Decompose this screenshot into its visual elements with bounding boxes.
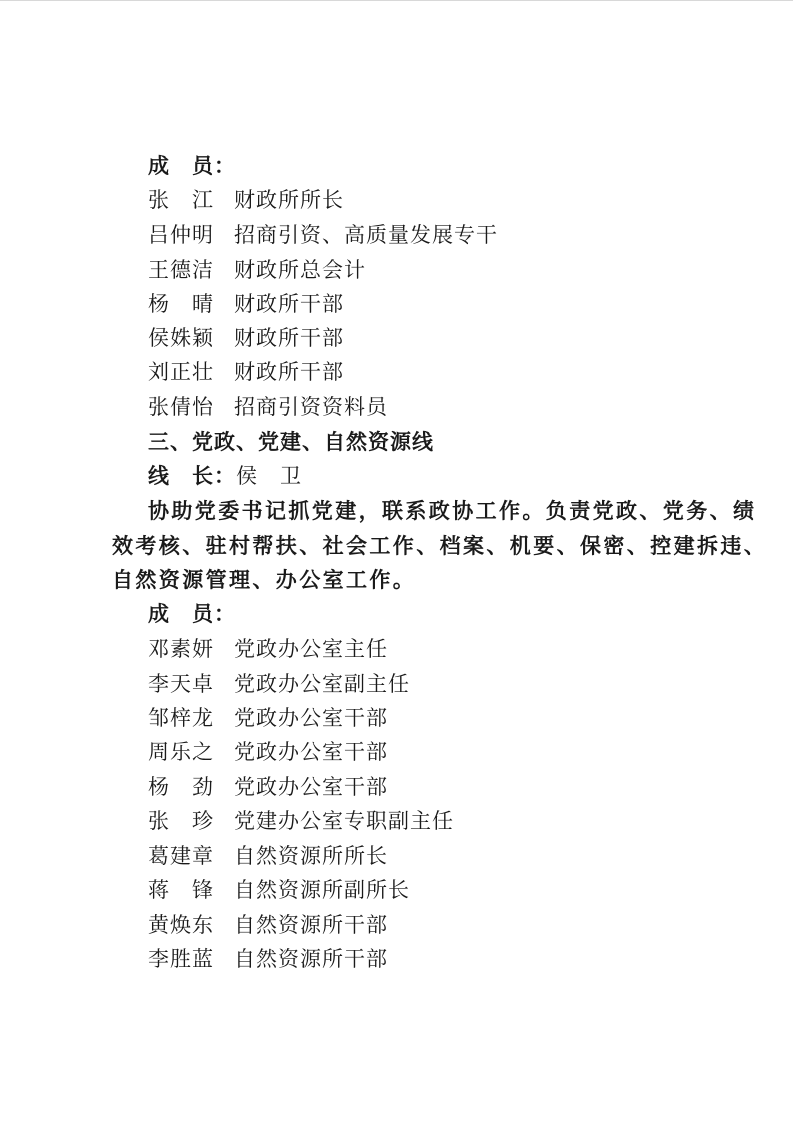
member-row [148,186,344,214]
member-row [148,807,454,835]
member-row [148,773,388,801]
member-role: 党建办公室专职副主任 [234,809,454,833]
member-row [148,842,388,870]
member-row [148,635,388,663]
member-row [148,911,388,939]
member-row [148,945,388,973]
members-label: 成 员： [148,153,236,178]
page-top-edge [0,0,793,4]
member-name: 王德洁 [148,258,214,282]
member-role: 党政办公室干部 [234,706,388,730]
member-role: 招商引资资料员 [234,395,388,419]
member-role: 自然资源所干部 [234,913,388,937]
member-row [148,738,388,766]
member-row [148,324,344,352]
duties-paragraph-line: 效考核、驻村帮扶、社会工作、档案、机要、保密、控建拆违、 [112,533,768,558]
member-name: 张 珍 [148,809,214,833]
member-role: 自然资源所所长 [234,844,388,868]
member-role: 财政所干部 [234,360,344,384]
member-role: 财政所干部 [234,326,344,350]
leader-label: 线 长： [148,463,236,488]
member-row [148,876,410,904]
member-name: 侯姝颖 [148,326,214,350]
member-name: 刘正壮 [148,360,214,384]
member-name: 杨 劲 [148,775,214,799]
member-name: 张倩怡 [148,395,214,419]
member-role: 财政所总会计 [234,258,366,282]
member-name: 邓素妍 [148,637,214,661]
member-role: 党政办公室干部 [234,740,388,764]
member-row [148,256,366,284]
member-row [148,704,388,732]
member-role: 党政办公室主任 [234,637,388,661]
member-name: 邹梓龙 [148,706,214,730]
member-name: 杨 晴 [148,292,214,316]
member-role: 党政办公室干部 [234,775,388,799]
leader-row [148,462,302,490]
member-name: 周乐之 [148,740,214,764]
member-name: 黄焕东 [148,913,214,937]
leader-name: 侯 卫 [236,464,302,488]
member-name: 李胜蓝 [148,947,214,971]
member-row [148,358,344,386]
member-role: 财政所干部 [234,292,344,316]
section-title: 三、党政、党建、自然资源线 [148,429,434,454]
member-name: 张 江 [148,188,214,212]
member-name: 蒋 锋 [148,878,214,902]
members-label: 成 员： [148,601,236,626]
member-row [148,290,344,318]
member-row [148,221,498,249]
duties-paragraph-line: 自然资源管理、办公室工作。 [112,567,417,592]
member-role: 党政办公室副主任 [234,672,410,696]
member-row [148,393,388,421]
member-role: 自然资源所副所长 [234,878,410,902]
member-role: 自然资源所干部 [234,947,388,971]
duties-paragraph-line: 协助党委书记抓党建，联系政协工作。负责党政、党务、绩 [148,498,757,523]
member-name: 葛建章 [148,844,214,868]
member-name: 李天卓 [148,672,214,696]
member-name: 吕仲明 [148,223,214,247]
member-role: 财政所所长 [234,188,344,212]
member-row [148,670,410,698]
member-role: 招商引资、高质量发展专干 [234,223,498,247]
